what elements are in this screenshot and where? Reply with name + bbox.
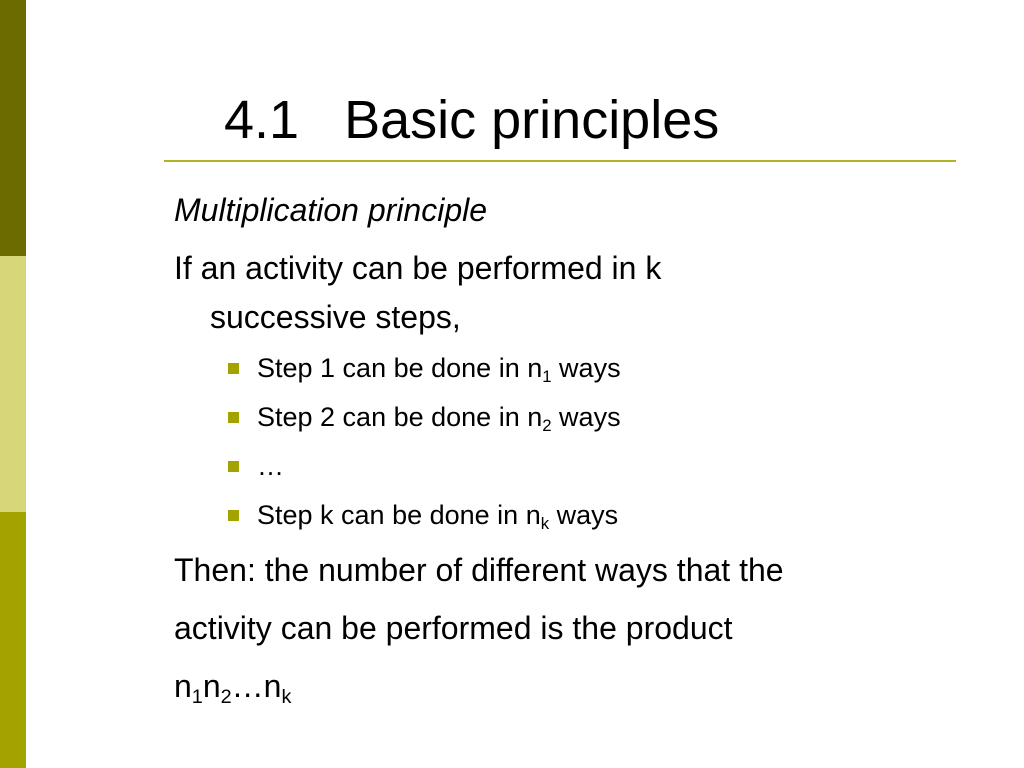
title-text: Basic principles <box>344 90 720 150</box>
bullet-square-icon <box>228 412 239 423</box>
sidebar-band-top <box>0 0 26 256</box>
step-bullet-k <box>228 495 618 535</box>
bullet-text: Step 1 can be done in n <box>257 352 543 383</box>
product-subscript: 1 <box>191 685 203 708</box>
bullet-subscript: 1 <box>542 366 552 386</box>
sidebar-band-middle <box>0 256 26 512</box>
title-divider <box>164 160 956 162</box>
bullet-subscript: k <box>540 513 550 533</box>
product-formula <box>174 666 291 706</box>
bullet-text: Step 2 can be done in n <box>257 401 543 432</box>
bullet-text: … <box>257 450 284 481</box>
section-number: 4.1 <box>224 90 300 150</box>
bullet-subscript: 2 <box>542 415 552 435</box>
bullet-suffix: ways <box>551 401 621 432</box>
slide-title <box>224 82 719 158</box>
principle-heading: Multiplication principle <box>174 192 488 228</box>
intro-line-2: successive steps, <box>210 299 461 335</box>
product-factor: …n <box>231 668 282 704</box>
conclusion-line-1: Then: the number of different ways that the <box>174 552 784 588</box>
step-bullet-1 <box>228 348 621 388</box>
conclusion-line-2: activity can be performed is the product <box>174 610 733 646</box>
bullet-square-icon <box>228 363 239 374</box>
product-subscript: k <box>281 685 292 708</box>
product-factor: n <box>174 668 192 704</box>
bullet-square-icon <box>228 461 239 472</box>
sidebar-band-bottom <box>0 512 26 768</box>
bullet-suffix: ways <box>549 499 619 530</box>
intro-line-1: If an activity can be performed in k <box>174 250 662 286</box>
step-bullet-ellipsis <box>228 446 284 486</box>
step-bullet-2 <box>228 397 621 437</box>
bullet-text: Step k can be done in n <box>257 499 541 530</box>
product-factor: n <box>202 668 221 704</box>
bullet-square-icon <box>228 510 239 521</box>
bullet-suffix: ways <box>551 352 621 383</box>
product-subscript: 2 <box>220 685 232 708</box>
